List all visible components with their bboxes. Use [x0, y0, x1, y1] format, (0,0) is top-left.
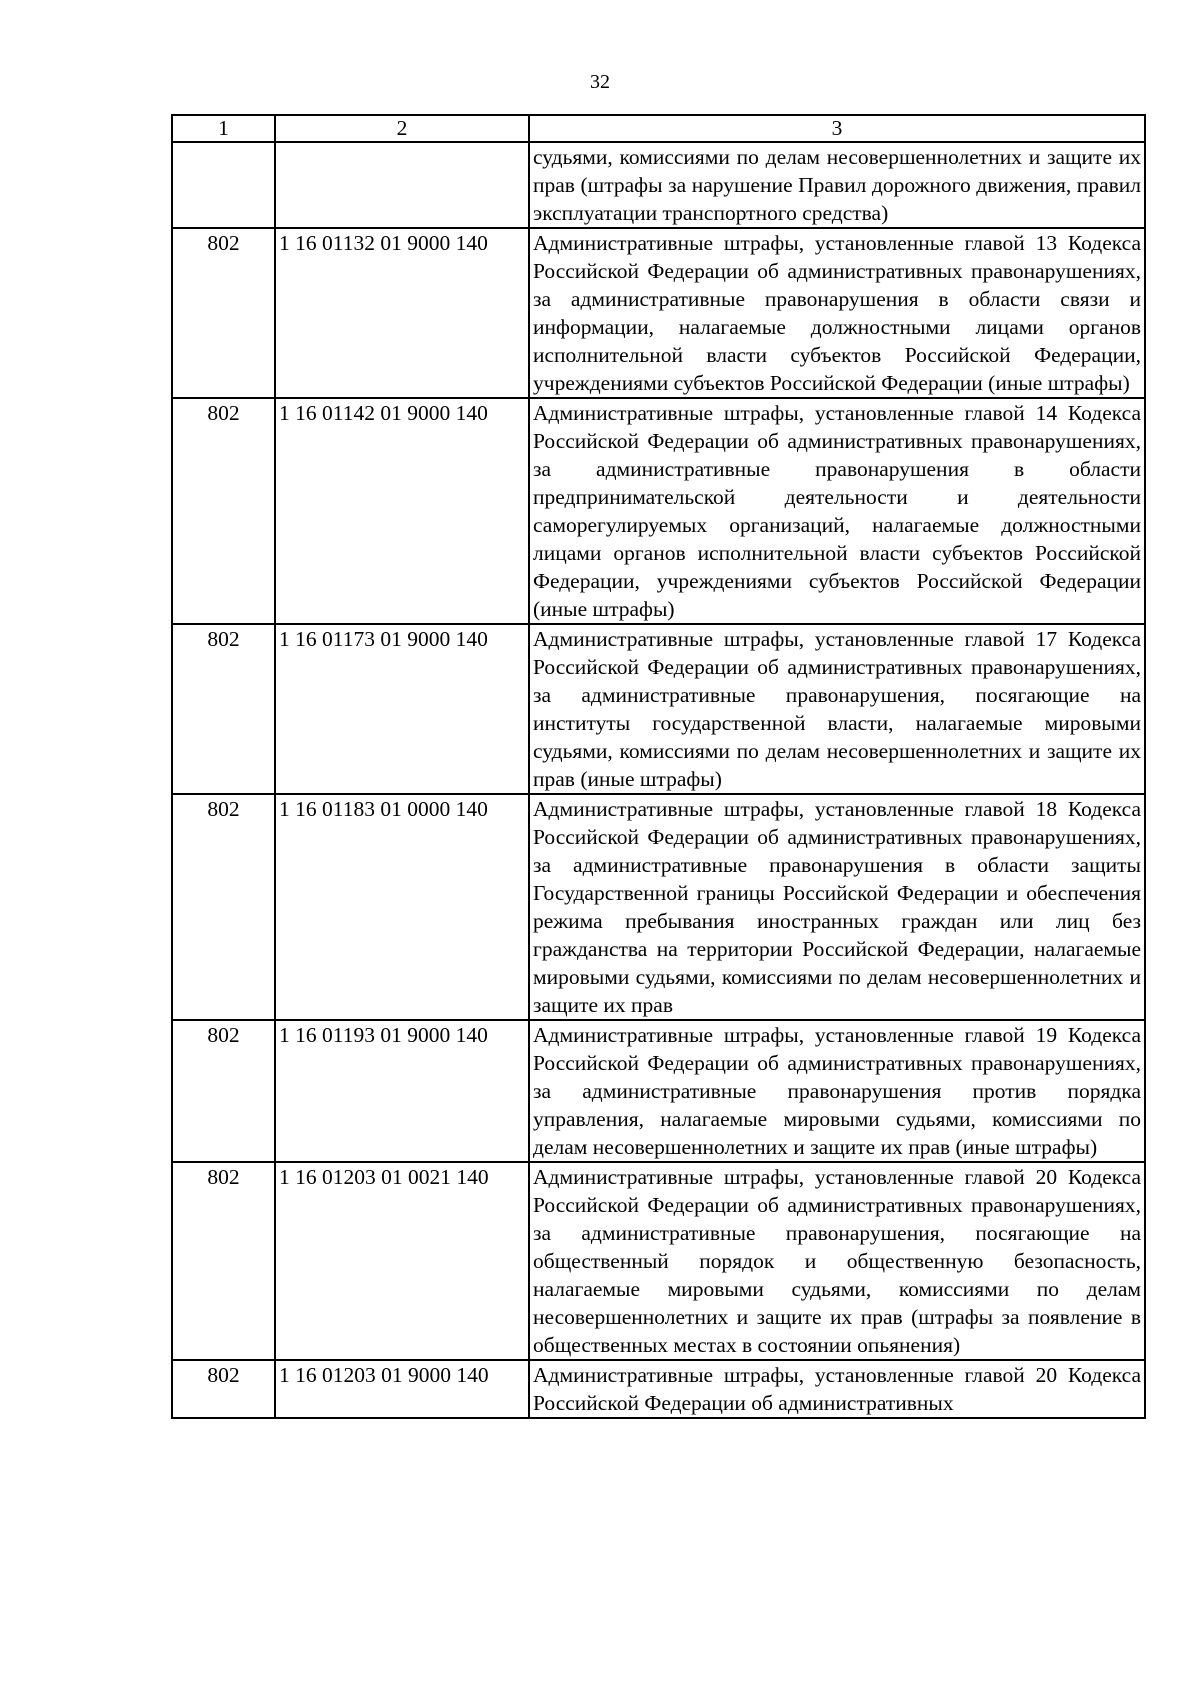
kbk-code-cell: 1 16 01203 01 0021 140 — [275, 1162, 529, 1360]
revenue-name-cell: Административные штрафы, установленные главой 14 Кодекса Российской Федерации об административных правонарушениях, за административные правонарушения в области предпринимательской деятельности и деятельности саморегулируемых организаций, налагаемые должностными лицами органов исполнительной власти субъектов Российской Федерации, учреждениями субъектов Российской Федерации (иные штрафы) — [529, 398, 1145, 624]
admin-code-cell — [172, 142, 275, 228]
column-header-2: 2 — [275, 115, 529, 142]
admin-code-cell: 802 — [172, 1360, 275, 1418]
table-row — [172, 228, 1145, 398]
table-row — [172, 1020, 1145, 1162]
revenue-name-cell: Административные штрафы, установленные главой 17 Кодекса Российской Федерации об административных правонарушениях, за административные правонарушения, посягающие на институты государственной власти, налагаемые мировыми судьями, комиссиями по делам несовершеннолетних и защите их прав (иные штрафы) — [529, 624, 1145, 794]
table-row — [172, 794, 1145, 1020]
table-row — [172, 624, 1145, 794]
admin-code-cell: 802 — [172, 794, 275, 1020]
revenue-name-cell: Административные штрафы, установленные главой 20 Кодекса Российской Федерации об административных правонарушениях, за административные правонарушения, посягающие на общественный порядок и общественную безопасность, налагаемые мировыми судьями, комиссиями по делам несовершеннолетних и защите их прав (штрафы за появление в общественных местах в состоянии опьянения) — [529, 1162, 1145, 1360]
kbk-code-cell: 1 16 01142 01 9000 140 — [275, 398, 529, 624]
admin-code-cell: 802 — [172, 624, 275, 794]
revenue-name-cell: Административные штрафы, установленные главой 18 Кодекса Российской Федерации об административных правонарушениях, за административные правонарушения в области защиты Государственной границы Российской Федерации и обеспечения режима пребывания иностранных граждан или лиц без гражданства на территории Российской Федерации, налагаемые мировыми судьями, комиссиями по делам несовершеннолетних и защите их прав — [529, 794, 1145, 1020]
revenue-name-cell: Административные штрафы, установленные главой 20 Кодекса Российской Федерации об административных — [529, 1360, 1145, 1418]
page-number: 32 — [590, 71, 610, 93]
kbk-code-cell: 1 16 01183 01 0000 140 — [275, 794, 529, 1020]
table-row — [172, 1162, 1145, 1360]
revenue-name-cell: Административные штрафы, установленные главой 19 Кодекса Российской Федерации об административных правонарушениях, за административные правонарушения против порядка управления, налагаемые мировыми судьями, комиссиями по делам несовершеннолетних и защите их прав (иные штрафы) — [529, 1020, 1145, 1162]
admin-code-cell: 802 — [172, 1162, 275, 1360]
kbk-code-cell: 1 16 01173 01 9000 140 — [275, 624, 529, 794]
revenue-name-cell: судьями, комиссиями по делам несовершеннолетних и защите их прав (штрафы за нарушение Правил дорожного движения, правил эксплуатации транспортного средства) — [529, 142, 1145, 228]
admin-code-cell: 802 — [172, 228, 275, 398]
admin-code-cell: 802 — [172, 398, 275, 624]
kbk-code-cell: 1 16 01203 01 9000 140 — [275, 1360, 529, 1418]
column-header-1: 1 — [172, 115, 275, 142]
column-header-3: 3 — [529, 115, 1145, 142]
kbk-code-cell: 1 16 01132 01 9000 140 — [275, 228, 529, 398]
budget-codes-table — [171, 114, 1146, 1419]
table-header-row — [172, 115, 1145, 142]
admin-code-cell: 802 — [172, 1020, 275, 1162]
table-row — [172, 1360, 1145, 1418]
kbk-code-cell: 1 16 01193 01 9000 140 — [275, 1020, 529, 1162]
revenue-name-cell: Административные штрафы, установленные главой 13 Кодекса Российской Федерации об административных правонарушениях, за административные правонарушения в области связи и информации, налагаемые должностными лицами органов исполнительной власти субъектов Российской Федерации, учреждениями субъектов Российской Федерации (иные штрафы) — [529, 228, 1145, 398]
kbk-code-cell — [275, 142, 529, 228]
table-row — [172, 142, 1145, 228]
table-row — [172, 398, 1145, 624]
